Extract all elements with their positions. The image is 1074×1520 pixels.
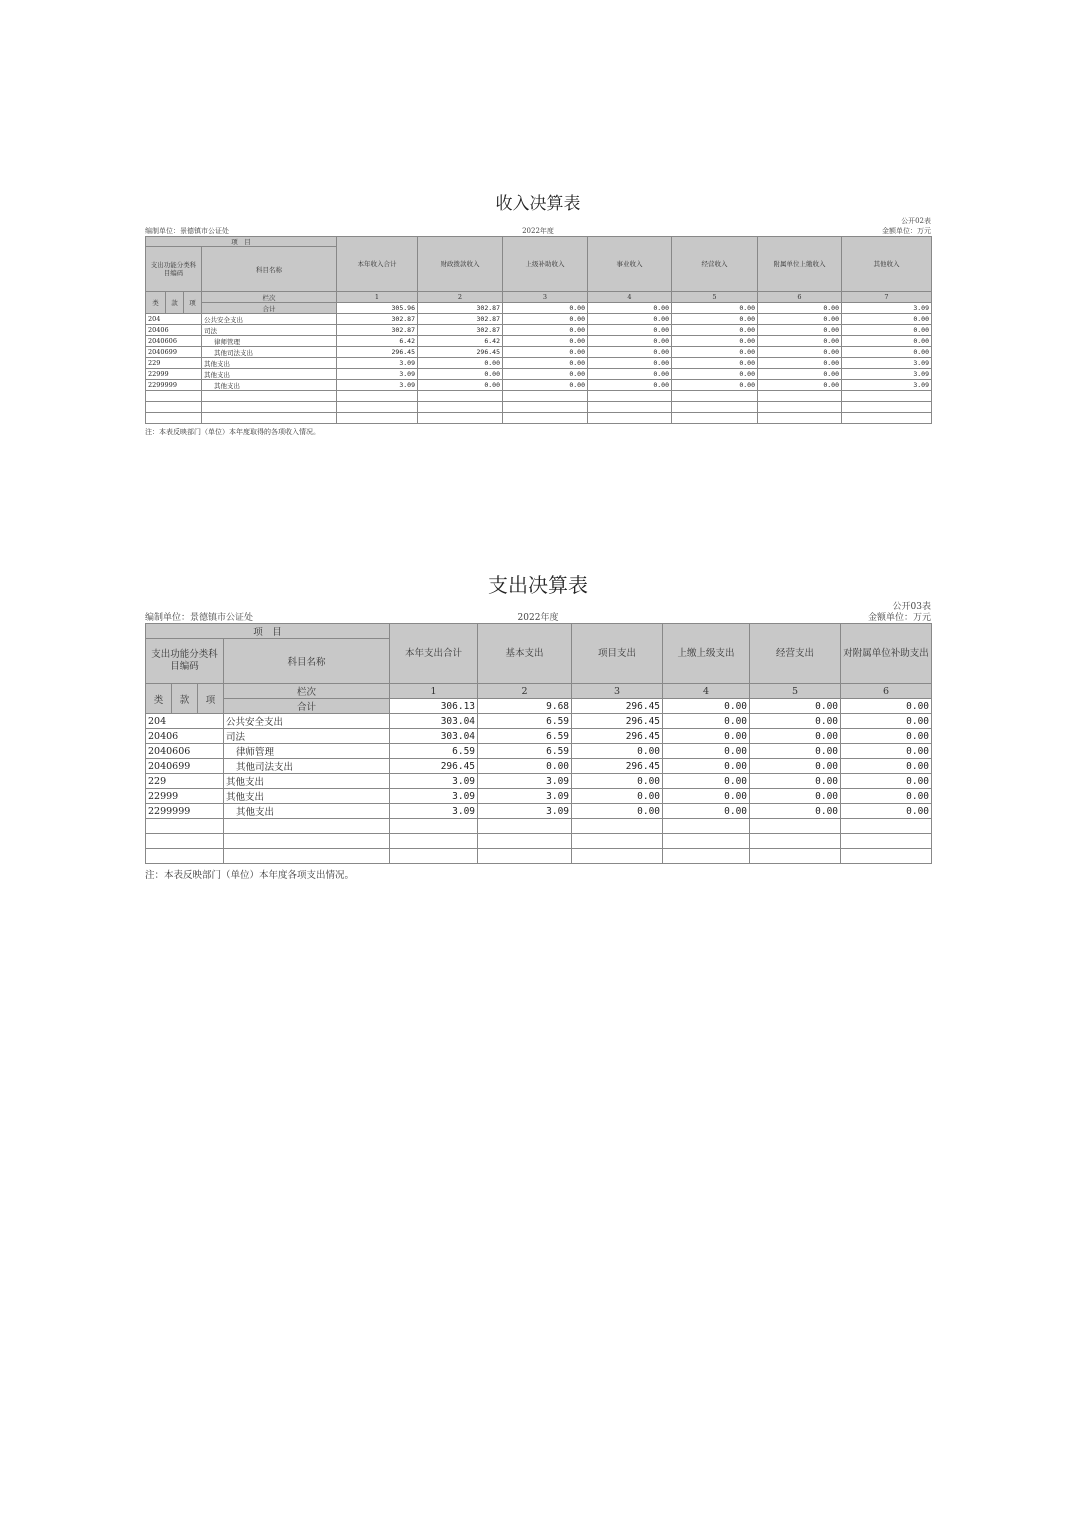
expense-col-header: 基本支出 <box>478 624 572 684</box>
row-name: 其他支出 <box>224 789 390 804</box>
expense-unit: 编制单位：景德镇市公证处 <box>145 613 254 623</box>
row-value: 296.45 <box>572 729 663 744</box>
blank-cell <box>750 849 841 864</box>
expense-col-header: 上缴上级支出 <box>663 624 750 684</box>
row-value: 0.00 <box>842 314 932 325</box>
table-row <box>146 759 932 774</box>
row-value: 0.00 <box>663 789 750 804</box>
income-hdr-item: 项 目 <box>146 237 337 247</box>
row-value: 296.45 <box>572 759 663 774</box>
blank-cell <box>588 413 672 424</box>
blank-cell <box>390 834 478 849</box>
income-total-row <box>146 303 932 314</box>
expense-form-no: 公开03表 <box>892 602 931 612</box>
income-sheet <box>145 192 931 437</box>
expense-total-cell: 306.13 <box>390 699 478 714</box>
blank-cell <box>842 413 932 424</box>
income-col-header: 经营收入 <box>672 237 758 292</box>
table-row <box>146 358 932 369</box>
blank-cell <box>146 819 224 834</box>
blank-cell <box>478 819 572 834</box>
row-value: 0.00 <box>841 804 932 819</box>
table-row <box>146 804 932 819</box>
blank-cell <box>572 849 663 864</box>
expense-hdr-item: 项 目 <box>146 624 390 639</box>
expense-hdr-kuan: 款 <box>172 684 198 714</box>
row-value: 3.09 <box>390 804 478 819</box>
blank-cell <box>146 391 202 402</box>
income-form-no: 公开02表 <box>901 217 931 225</box>
blank-cell <box>202 391 337 402</box>
blank-cell <box>202 413 337 424</box>
row-value: 3.09 <box>478 804 572 819</box>
row-value: 0.00 <box>663 759 750 774</box>
row-value: 6.59 <box>478 714 572 729</box>
row-value: 3.09 <box>842 369 932 380</box>
blank-cell <box>503 391 588 402</box>
row-value: 0.00 <box>841 759 932 774</box>
row-code: 204 <box>146 714 224 729</box>
row-value: 0.00 <box>588 347 672 358</box>
blank-cell <box>588 391 672 402</box>
row-value: 0.00 <box>672 314 758 325</box>
blank-cell <box>750 834 841 849</box>
expense-lanci-row <box>146 684 932 699</box>
row-value: 0.00 <box>588 369 672 380</box>
expense-col-header: 对附属单位补助支出 <box>841 624 932 684</box>
row-value: 0.00 <box>841 744 932 759</box>
blank-cell <box>390 819 478 834</box>
row-value: 0.00 <box>572 789 663 804</box>
blank-cell <box>503 402 588 413</box>
row-value: 3.09 <box>390 789 478 804</box>
row-value: 0.00 <box>750 804 841 819</box>
expense-hdr-lei: 类 <box>146 684 172 714</box>
row-value: 0.00 <box>572 804 663 819</box>
income-body <box>146 314 932 424</box>
row-code: 22999 <box>146 789 224 804</box>
row-value: 3.09 <box>478 789 572 804</box>
income-col-num: 5 <box>672 292 758 303</box>
expense-hdr-code: 支出功能分类科目编码 <box>146 639 224 684</box>
blank-cell <box>672 391 758 402</box>
row-value: 0.00 <box>750 789 841 804</box>
row-value: 0.00 <box>503 336 588 347</box>
expense-note: 注：本表反映部门（单位）本年度各项支出情况。 <box>145 870 355 881</box>
income-col-header: 本年收入合计 <box>337 237 418 292</box>
blank-cell <box>663 849 750 864</box>
income-hdr-total: 合计 <box>202 303 337 314</box>
row-value: 0.00 <box>663 774 750 789</box>
income-col-num: 7 <box>842 292 932 303</box>
row-value: 0.00 <box>672 358 758 369</box>
blank-cell <box>390 849 478 864</box>
expense-sheet <box>145 571 931 881</box>
row-value: 0.00 <box>503 380 588 391</box>
blank-cell <box>224 849 390 864</box>
row-value: 0.00 <box>841 714 932 729</box>
income-col-num: 3 <box>503 292 588 303</box>
blank-cell <box>842 402 932 413</box>
row-value: 296.45 <box>418 347 503 358</box>
expense-total-cell: 0.00 <box>663 699 750 714</box>
row-code: 20406 <box>146 729 224 744</box>
row-value: 0.00 <box>750 714 841 729</box>
income-hdr-kuan: 款 <box>166 292 184 314</box>
row-value: 302.87 <box>337 314 418 325</box>
row-value: 0.00 <box>842 347 932 358</box>
row-value: 0.00 <box>503 358 588 369</box>
row-name: 司法 <box>224 729 390 744</box>
income-total-cell: 0.00 <box>588 303 672 314</box>
income-hdr-code: 支出功能分类科目编码 <box>146 247 202 292</box>
blank-cell <box>224 834 390 849</box>
row-value: 0.00 <box>418 369 503 380</box>
income-header-row-1 <box>146 237 932 247</box>
table-row <box>146 729 932 744</box>
row-value: 302.87 <box>418 314 503 325</box>
row-value: 0.00 <box>663 744 750 759</box>
row-value: 0.00 <box>758 380 842 391</box>
row-code: 22999 <box>146 369 202 380</box>
blank-row <box>146 413 932 424</box>
row-value: 0.00 <box>750 744 841 759</box>
row-value: 0.00 <box>588 380 672 391</box>
income-col-header: 附属单位上缴收入 <box>758 237 842 292</box>
expense-total-cell: 0.00 <box>750 699 841 714</box>
row-name: 公共安全支出 <box>224 714 390 729</box>
row-value: 0.00 <box>758 325 842 336</box>
income-total-cell: 302.87 <box>418 303 503 314</box>
expense-total-cell: 296.45 <box>572 699 663 714</box>
row-value: 0.00 <box>758 369 842 380</box>
expense-title: 支出决算表 <box>488 573 588 597</box>
row-value: 6.59 <box>478 729 572 744</box>
expense-col-header: 项目支出 <box>572 624 663 684</box>
expense-table <box>145 623 932 864</box>
row-code: 2040699 <box>146 347 202 358</box>
expense-total-cell: 9.68 <box>478 699 572 714</box>
income-col-num: 4 <box>588 292 672 303</box>
row-value: 3.09 <box>842 380 932 391</box>
row-value: 0.00 <box>758 347 842 358</box>
row-value: 0.00 <box>663 729 750 744</box>
row-value: 0.00 <box>842 325 932 336</box>
blank-cell <box>202 402 337 413</box>
row-value: 0.00 <box>663 804 750 819</box>
income-col-header: 事业收入 <box>588 237 672 292</box>
blank-cell <box>146 413 202 424</box>
row-value: 3.09 <box>478 774 572 789</box>
row-value: 3.09 <box>842 358 932 369</box>
row-value: 0.00 <box>841 729 932 744</box>
row-name: 其他司法支出 <box>202 347 337 358</box>
table-row <box>146 380 932 391</box>
blank-cell <box>337 413 418 424</box>
income-total-cell: 0.00 <box>758 303 842 314</box>
row-name: 律师管理 <box>224 744 390 759</box>
row-value: 6.42 <box>337 336 418 347</box>
blank-cell <box>841 834 932 849</box>
row-name: 其他司法支出 <box>224 759 390 774</box>
row-value: 303.04 <box>390 729 478 744</box>
income-total-cell: 3.09 <box>842 303 932 314</box>
income-money-unit: 金额单位：万元 <box>882 227 931 235</box>
expense-hdr-name: 科目名称 <box>224 639 390 684</box>
row-value: 0.00 <box>572 744 663 759</box>
row-value: 296.45 <box>337 347 418 358</box>
row-value: 0.00 <box>572 774 663 789</box>
blank-cell <box>841 819 932 834</box>
income-hdr-xiang: 项 <box>184 292 202 314</box>
row-value: 303.04 <box>390 714 478 729</box>
expense-col-num: 4 <box>663 684 750 699</box>
expense-hdr-xiang: 项 <box>198 684 224 714</box>
income-meta <box>145 216 931 236</box>
expense-meta <box>145 599 931 623</box>
row-name: 其他支出 <box>202 358 337 369</box>
row-value: 0.00 <box>588 314 672 325</box>
row-code: 2299999 <box>146 380 202 391</box>
blank-cell <box>758 413 842 424</box>
expense-col-num: 5 <box>750 684 841 699</box>
row-code: 2299999 <box>146 804 224 819</box>
row-value: 0.00 <box>841 789 932 804</box>
blank-cell <box>842 391 932 402</box>
row-value: 302.87 <box>418 325 503 336</box>
row-value: 3.09 <box>337 380 418 391</box>
row-code: 2040606 <box>146 744 224 759</box>
row-value: 0.00 <box>842 336 932 347</box>
expense-total-row <box>146 699 932 714</box>
expense-col-num: 1 <box>390 684 478 699</box>
row-code: 229 <box>146 774 224 789</box>
income-col-header: 财政拨款收入 <box>418 237 503 292</box>
income-total-cell: 0.00 <box>672 303 758 314</box>
row-name: 其他支出 <box>224 804 390 819</box>
income-col-header: 其他收入 <box>842 237 932 292</box>
expense-col-num: 6 <box>841 684 932 699</box>
row-value: 0.00 <box>758 358 842 369</box>
row-value: 0.00 <box>503 369 588 380</box>
row-value: 0.00 <box>418 380 503 391</box>
row-value: 3.09 <box>337 369 418 380</box>
row-value: 302.87 <box>337 325 418 336</box>
blank-cell <box>672 402 758 413</box>
table-row <box>146 336 932 347</box>
income-col-num: 6 <box>758 292 842 303</box>
row-code: 204 <box>146 314 202 325</box>
blank-cell <box>224 819 390 834</box>
row-value: 6.59 <box>478 744 572 759</box>
row-name: 公共安全支出 <box>202 314 337 325</box>
expense-body <box>146 714 932 864</box>
table-row <box>146 789 932 804</box>
income-col-num: 1 <box>337 292 418 303</box>
income-table <box>145 236 932 424</box>
income-lanci-row <box>146 292 932 303</box>
blank-cell <box>572 819 663 834</box>
blank-cell <box>418 391 503 402</box>
blank-cell <box>841 849 932 864</box>
expense-total-cell: 0.00 <box>841 699 932 714</box>
row-value: 0.00 <box>672 336 758 347</box>
blank-row <box>146 819 932 834</box>
table-row <box>146 714 932 729</box>
expense-year: 2022年度 <box>517 613 559 623</box>
blank-cell <box>146 834 224 849</box>
row-value: 0.00 <box>503 347 588 358</box>
expense-col-num: 2 <box>478 684 572 699</box>
blank-cell <box>758 391 842 402</box>
row-value: 296.45 <box>572 714 663 729</box>
blank-row <box>146 402 932 413</box>
blank-cell <box>572 834 663 849</box>
income-hdr-lei: 类 <box>146 292 166 314</box>
row-value: 0.00 <box>672 325 758 336</box>
row-value: 0.00 <box>503 325 588 336</box>
expense-col-header: 经营支出 <box>750 624 841 684</box>
blank-cell <box>672 413 758 424</box>
row-name: 其他支出 <box>202 369 337 380</box>
row-value: 0.00 <box>588 325 672 336</box>
income-col-header: 上级补助收入 <box>503 237 588 292</box>
expense-header-row-1 <box>146 624 932 639</box>
blank-cell <box>337 402 418 413</box>
row-code: 2040699 <box>146 759 224 774</box>
expense-col-num: 3 <box>572 684 663 699</box>
expense-hdr-lanci: 栏次 <box>224 684 390 699</box>
blank-cell <box>588 402 672 413</box>
row-value: 0.00 <box>588 358 672 369</box>
row-value: 6.59 <box>390 744 478 759</box>
expense-hdr-total: 合计 <box>224 699 390 714</box>
row-value: 0.00 <box>750 729 841 744</box>
blank-cell <box>503 413 588 424</box>
blank-cell <box>663 834 750 849</box>
blank-cell <box>478 834 572 849</box>
blank-cell <box>418 402 503 413</box>
blank-cell <box>758 402 842 413</box>
blank-cell <box>146 849 224 864</box>
expense-money-unit: 金额单位：万元 <box>867 613 931 623</box>
row-value: 6.42 <box>418 336 503 347</box>
blank-cell <box>663 819 750 834</box>
row-name: 司法 <box>202 325 337 336</box>
table-row <box>146 369 932 380</box>
blank-row <box>146 391 932 402</box>
table-row <box>146 314 932 325</box>
row-value: 3.09 <box>390 774 478 789</box>
row-value: 0.00 <box>672 347 758 358</box>
row-value: 0.00 <box>841 774 932 789</box>
row-name: 其他支出 <box>202 380 337 391</box>
row-code: 229 <box>146 358 202 369</box>
row-value: 0.00 <box>478 759 572 774</box>
row-value: 0.00 <box>663 714 750 729</box>
income-total-cell: 0.00 <box>503 303 588 314</box>
blank-row <box>146 849 932 864</box>
row-value: 0.00 <box>750 774 841 789</box>
row-code: 2040606 <box>146 336 202 347</box>
income-note: 注：本表反映部门（单位）本年度取得的各项收入情况。 <box>145 428 320 436</box>
row-value: 0.00 <box>758 314 842 325</box>
row-value: 0.00 <box>672 380 758 391</box>
row-value: 0.00 <box>758 336 842 347</box>
income-total-cell: 305.96 <box>337 303 418 314</box>
row-value: 0.00 <box>588 336 672 347</box>
row-value: 3.09 <box>337 358 418 369</box>
blank-cell <box>337 391 418 402</box>
row-value: 296.45 <box>390 759 478 774</box>
blank-cell <box>146 402 202 413</box>
income-hdr-name: 科目名称 <box>202 247 337 292</box>
income-unit: 编制单位：景德镇市公证处 <box>145 227 229 235</box>
row-value: 0.00 <box>750 759 841 774</box>
row-value: 0.00 <box>672 369 758 380</box>
income-hdr-lanci: 栏次 <box>202 292 337 303</box>
row-value: 0.00 <box>503 314 588 325</box>
blank-cell <box>478 849 572 864</box>
blank-row <box>146 834 932 849</box>
table-row <box>146 347 932 358</box>
income-year: 2022年度 <box>522 227 554 235</box>
table-row <box>146 774 932 789</box>
income-title: 收入决算表 <box>495 194 581 214</box>
table-row <box>146 325 932 336</box>
expense-col-header: 本年支出合计 <box>390 624 478 684</box>
blank-cell <box>418 413 503 424</box>
row-name: 其他支出 <box>224 774 390 789</box>
income-col-num: 2 <box>418 292 503 303</box>
row-name: 律师管理 <box>202 336 337 347</box>
row-value: 0.00 <box>418 358 503 369</box>
row-code: 20406 <box>146 325 202 336</box>
blank-cell <box>750 819 841 834</box>
table-row <box>146 744 932 759</box>
